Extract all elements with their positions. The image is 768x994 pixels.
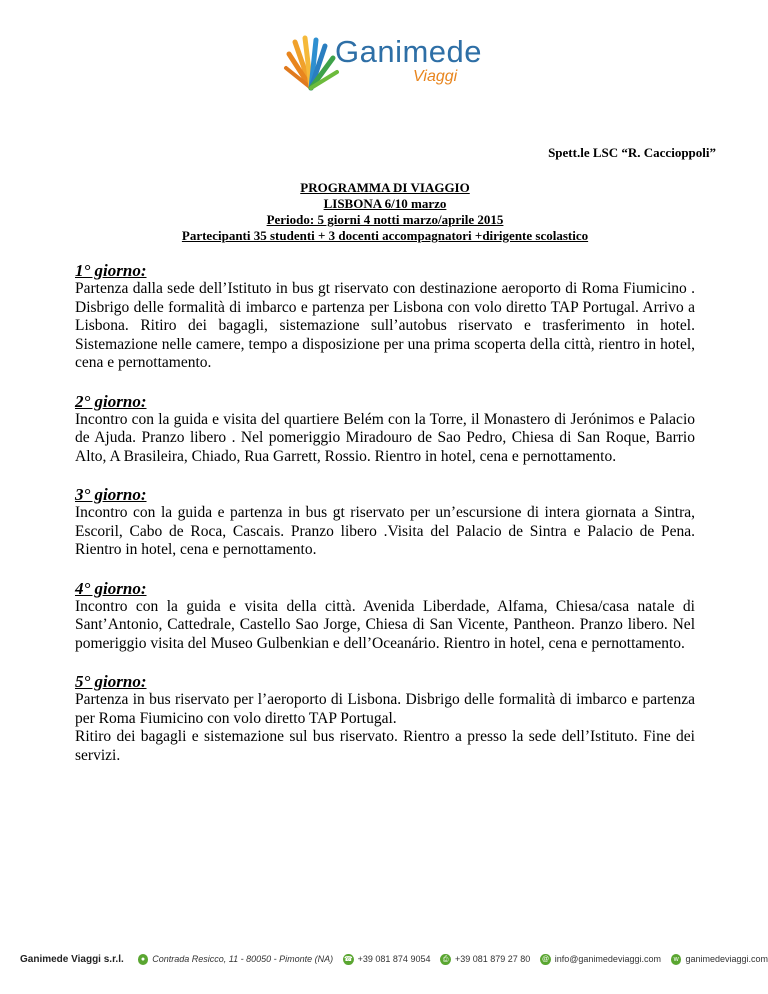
brand-subtitle: Viaggi [413, 68, 458, 85]
program-title: PROGRAMMA DI VIAGGIO [300, 180, 470, 195]
day-paragraph: Incontro con la guida e visita del quartiere Belém con la Torre, il Monastero di Jerónimos e Palacio de Ajuda. Pranzo libero . Nel pomeriggio Miradouro de Sao Pedro, Chiesa di San Roque, Barrio Alto, A Brasileira, Chiado, Rua Garrett, Rossio. Rientro in hotel, cena e pernottamento. [75, 410, 695, 465]
day-title: 2° giorno: [75, 391, 147, 411]
company-logo [283, 28, 503, 100]
program-heading [75, 180, 695, 244]
footer-email[interactable]: info@ganimedeviaggi.com [554, 954, 661, 964]
day-paragraph: Ritiro dei bagagli e sistemazione sul bus riservato. Rientro a presso la sede dell’Istituto. Fine dei servizi. [75, 728, 695, 764]
day-title: 3° giorno: [75, 485, 147, 504]
day-title: 4° giorno: [75, 578, 147, 598]
program-participants: Partecipanti 35 studenti + 3 docenti accompagnatori +dirigente scolastico [181, 228, 589, 243]
day-section [75, 579, 695, 654]
day-title: 5° giorno: [75, 672, 147, 691]
sunburst-logo-icon [283, 28, 339, 98]
program-destination: LISBONA 6/10 marzo [323, 196, 447, 211]
fax-icon: ⎙ [440, 954, 450, 965]
location-icon: ● [138, 954, 148, 965]
recipient-line: Spett.le LSC “R. Caccioppoli” [548, 145, 716, 160]
footer-website[interactable]: ganimedeviaggi.com [685, 954, 768, 964]
email-icon: @ [541, 955, 550, 963]
day-paragraph: Incontro con la guida e visita della città. Avenida Liberdade, Alfama, Chiesa/casa natale di Sant’Antonio, Cattedrale, Castello Sao Jorge, Chiesa di San Vicente, Pantheon. Pranzo libero. Nel pomeriggio visita del Museo Gulbenkian e dell’Oceanário. Rientro in hotel, cena e pernottamento. [75, 597, 695, 652]
day-title: 1° giorno: [75, 261, 147, 280]
footer-fax: +39 081 879 27 80 [454, 954, 531, 964]
brand-name: Ganimede [335, 34, 483, 69]
day-description [75, 504, 695, 560]
web-icon: w [671, 954, 681, 965]
itinerary [75, 261, 695, 784]
day-description [75, 280, 695, 373]
day-description [75, 598, 695, 654]
day-section [75, 392, 695, 467]
phone-icon: ☎ [344, 955, 353, 963]
day-description [75, 411, 695, 467]
day-description [75, 691, 695, 765]
footer [20, 952, 768, 966]
day-section [75, 485, 695, 560]
day-section [75, 672, 695, 765]
program-period: Periodo: 5 giorni 4 notti marzo/aprile 2015 [266, 212, 504, 227]
day-paragraph: Incontro con la guida e partenza in bus gt riservato per un’escursione di intera giornata a Sintra, Escoril, Cabo de Roca, Cascais. Pranzo libero .Visita del Palacio de Sintra e Palacio de Pena. Rientro in hotel, cena e pernottamento. [75, 504, 695, 558]
footer-address: Contrada Resicco, 11 - 80050 - Pimonte (NA) [152, 954, 334, 964]
day-section [75, 261, 695, 373]
footer-phone: +39 081 874 9054 [357, 954, 431, 964]
day-paragraph: Partenza in bus riservato per l’aeroporto di Lisbona. Disbrigo delle formalità di imbarco e partenza per Roma Fiumicino con volo diretto TAP Portugal. [75, 691, 695, 727]
footer-company: Ganimede Viaggi s.r.l. [20, 953, 124, 965]
day-paragraph: Partenza dalla sede dell’Istituto in bus gt riservato con destinazione aeroporto di Roma Fiumicino . Disbrigo delle formalità di imbarco e partenza per Lisbona con volo diretto TAP Portugal. Arrivo a Lisbona. Ritiro dei bagagli, sistemazione sull’autobus riservato e trasferimento in hotel. Sistemazione nelle camere, tempo a disposizione per una prima scoperta della città, rientro in hotel, cena e pernottamento. [75, 280, 695, 371]
